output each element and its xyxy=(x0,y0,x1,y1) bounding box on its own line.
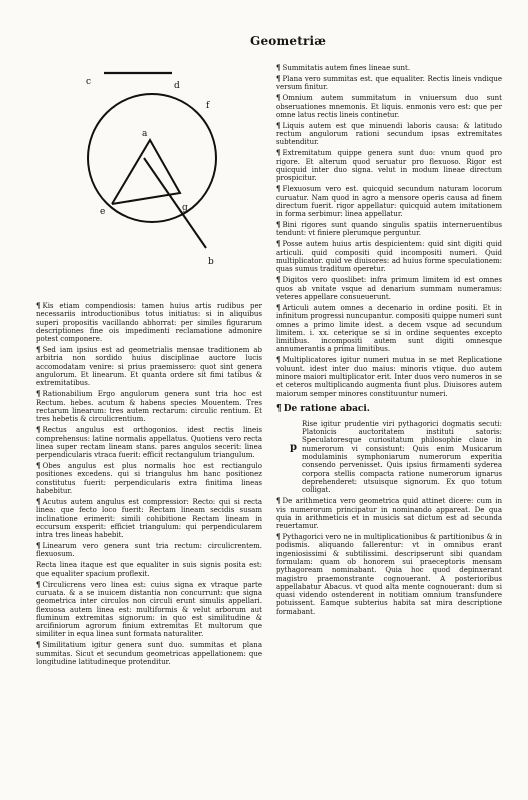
left-paragraph: ¶ Obes angulus est plus normalis hoc est rectiangulo positiones excedens. qui si triangulus hm hanc positionez constitutus fuerit: perpendicularis extra finitima lineas habebitur. xyxy=(36,461,262,495)
left-paragraph: Recta linea itaque est que equaliter in suis signis posita est: que equaliter spacium proflexit. xyxy=(36,561,262,578)
figure-label-c: c xyxy=(86,77,92,87)
right-paragraph: ¶ Summitatis autem fines lineae sunt. xyxy=(276,63,411,72)
paragraph-mark-icon: ¶ xyxy=(276,184,281,194)
section-paragraph: Rise igitur prudentie viri pythagorici dogmatis secuti: Platonicis auctoritatem instituti satoris: Speculatoresque curiositatum philosophie claue in numerorum vi consistunt: Quis enim Musicarum modulaminis symphoniarum numerorum experitia consendo pervenisset. Quis ipsius firmamenti syderea corpora stellis compacta ratione numerorum ignarus deprehenderet: utsuisque signorum. Ex quo totum colligat. xyxy=(302,419,502,495)
paragraph-mark-icon: ¶ xyxy=(36,461,41,471)
section-title: ¶ De ratione abaci. xyxy=(276,403,370,414)
left-paragraph: ¶ Linearum vero genera sunt tria rectum: circulicrentem. flexuosum. xyxy=(36,541,262,559)
paragraph-mark-icon: ¶ xyxy=(36,301,41,310)
right-column xyxy=(276,64,502,619)
paragraph-mark-icon: ¶ xyxy=(276,403,282,414)
left-paragraph: ¶ Circulicrens vero linea est: cuius signa ex vtraque parte curuata. & a se inuicem distantia non concurrunt: que signa geometrica inter circulos non circuli erunt simulis appellari. flexuosa autem linea est: multiformis & velut arborum aut fluminum extremitas signorum: in quo est similitudine & arcifiniorum agrorum finium extremitas Et multorum que similiter in equa linea sunt formata naturaliter. xyxy=(36,579,262,639)
left-paragraph: ¶ Acutus autem angulus est compressior: Recto: qui si recta linea: que fecto loco fuerit: Rectam lineam secidis susam inclinatione erimerit: simili cohibitione Rectam lineam in eccursum exsperit: efficiet triangulum: qui perpendicularem intra tres lineas habebit. xyxy=(36,496,262,540)
right-paragraph: ¶ Multiplicatores igitur numeri mutua in se met Replicatione voluunt. idest inter duo maius: minoris vtique. duo autem minore maiori multiplicator erit. Inter duos vero numeros in se et ceteros multiplicando augmenta fiunt plus. Diuisores autem maiorum semper minores constituuntur numeri. xyxy=(276,355,502,398)
paragraph-mark-icon: ¶ xyxy=(276,73,281,83)
right-paragraph: ¶ Omnium autem summitatum in vniuersum duo sunt obseruationes mnemonis. Et liquis. enmonis vero est: que per omne latus rectis lineis continetur. xyxy=(276,93,502,119)
section-paragraph: ¶ De arithmetica vero geometrica quid attinet dicere: cum in vis numerorum principatur in nominando appareat. De qua quia in arithmeticis et in musicis sat dictum est ad secunda reuertamur. xyxy=(276,496,502,531)
right-paragraph: ¶ Articuli autem omnes a decenario in ordine positi. Et in infinitum progressi nuncupantur. compositi quippe numeri sunt omnes a primo limite idest. a decem vsque ad secundum limitem. i. xx. ceterique se si in ordine sequentes excepto limitibus. incompositi autem sunt digiti omnesque annumerantis a prima limitibus. xyxy=(276,302,502,354)
left-paragraph: ¶ Sed iam ipsius est ad geometrialis mensae traditionem ab arbitria non sordido huius disciplinae auctore lucis accomodatam venire: si prius praemissero: quot sint genera angulorum. Et linearum. Et quanta ordere sit fimi tatibus & extremitatibus. xyxy=(36,345,262,388)
left-paragraph: ¶ Kis etiam compendiosis: tamen huius artis rudibus per necessariis introductionibus totus initiatus: si in aliquibus superi propositis vacillando abhorrat: per similes figurarum descriptiones fine ois impedimenti reclamatione admonire potest componere. xyxy=(36,301,262,344)
right-paragraph: ¶ Liquis autem est que minuendi laboris causa: & latitudo rectum angulorum rationi secundum ipsas extremitates subtenditur. xyxy=(276,120,502,147)
right-paragraph: ¶ Digitos vero quoslibet: infra primum limitem id est omnes quos ab vnitate vsque ad denarium summam numeramus: veteres appellare consueuerunt. xyxy=(276,275,502,301)
paragraph-mark-icon: ¶ xyxy=(36,541,41,551)
paragraph-mark-icon: ¶ xyxy=(276,275,281,285)
paragraph-mark-icon: ¶ xyxy=(36,496,41,506)
left-paragraph: ¶ Rectus angulus est orthogonios. idest rectis lineis comprehensus: latine normalis appellatus. Quotiens vero recta linea super rectam lineam stans. pares angulos secerit: linea perpendicularis vtraca fuerit: efficit rectangulum triangulum. xyxy=(36,425,262,460)
figure-label-e: e xyxy=(100,207,106,217)
right-paragraph: ¶ Posse autem huius artis despicientem: quid sint digiti quid articuli. quid compositi quid incompositi numeri. Quid multiplicator. quid ve diuisores: ad huius forme speculationem: quas sumus traditum operetur. xyxy=(276,239,502,274)
right-paragraph: ¶ Extremitatum quippe genera sunt duo: vnum quod pro rigore. Et alterum quod seruatur pro flexuoso. Rigor est quicquid inter duo signa. velut in modum lineae directum prospicitur. xyxy=(276,148,502,183)
paragraph-mark-icon: ¶ xyxy=(36,640,41,650)
geometric-figure xyxy=(60,58,260,298)
left-paragraph: ¶ Rationabilium Ergo angulorum genera sunt tria hoc est Rectum. hebes. acutum & habens species Mouentem. Tres rectarum linearum: tres autem rectarum: circulic rentium. Et tres hebetis & circulicrentium. xyxy=(36,389,262,424)
figure-label-f: f xyxy=(206,101,210,111)
paragraph-mark-icon: ¶ xyxy=(276,220,281,230)
page-header: Geometriæ xyxy=(250,34,327,48)
left-column xyxy=(36,302,262,669)
paragraph-mark-icon: ¶ xyxy=(276,148,281,158)
section-body xyxy=(276,420,502,616)
paragraph-mark-icon: ¶ xyxy=(276,93,281,103)
paragraph-mark-icon: ¶ xyxy=(36,579,41,589)
right-paragraph: ¶ Bini rigores sunt quando singulis spatiis interneruentibus tendunt: vt finiere plerumque perguntur. xyxy=(276,220,502,238)
right-paragraph: ¶ Flexuosum vero est. quicquid secundum naturam locorum curuatur. Nam quod in agro a mensore operis causa ad finem directum fuerit. rigor appellatur: quicquid autem imitationem in forma serbimur: linea appellatur. xyxy=(276,184,502,219)
paragraph-mark-icon: ¶ xyxy=(276,239,281,249)
figure-label-a: a xyxy=(142,129,148,139)
paragraph-mark-icon: ¶ xyxy=(36,389,41,399)
left-paragraph: ¶ Similitatium igitur genera sunt duo. summitas et plana summitas. Sicut et secundum geometricas appellationem: que longitudine latitudineque protenditur. xyxy=(36,640,262,667)
figure-circle xyxy=(88,94,216,222)
paragraph-mark-icon: ¶ xyxy=(276,532,281,542)
paragraph-mark-icon: ¶ xyxy=(36,345,41,355)
paragraph-mark-icon: ¶ xyxy=(36,425,41,435)
figure-label-g: g xyxy=(182,203,188,213)
paragraph-mark-icon: ¶ xyxy=(276,496,281,506)
right-paragraph: ¶ Plana vero summitas est. que equaliter. Rectis lineis vndique versum finitur. xyxy=(276,73,502,92)
section-paragraph: ¶ Pythagorici vero ne in multiplicationibus & partitionibus & in podismis. aliquando fallerentur: vt in omnibus erant ingeniosissimi & subtilissimi. descripserunt sibi quandam formulam: quam ob honorem sui praeceptoris mensam pythagoream nominabant. Quia hoc quod depinxerant magistro praemonstrante cognouerant. A posterioribus appellabatur Abacus. vt quod alta mente cognouerant: dum si quasi videndo ostenderent in notitiam omnium transfundere potuissent. Eamque subterius habita sat mira descriptione formabant. xyxy=(276,532,502,616)
paragraph-mark-icon: ¶ xyxy=(276,302,281,312)
paragraph-mark-icon: ¶ xyxy=(276,355,281,365)
paragraph-mark-icon: ¶ xyxy=(276,120,281,130)
drop-cap: p xyxy=(290,441,297,453)
paragraph-mark-icon: ¶ xyxy=(276,63,281,72)
figure-label-b: b xyxy=(208,257,214,267)
figure-label-d: d xyxy=(174,81,180,91)
